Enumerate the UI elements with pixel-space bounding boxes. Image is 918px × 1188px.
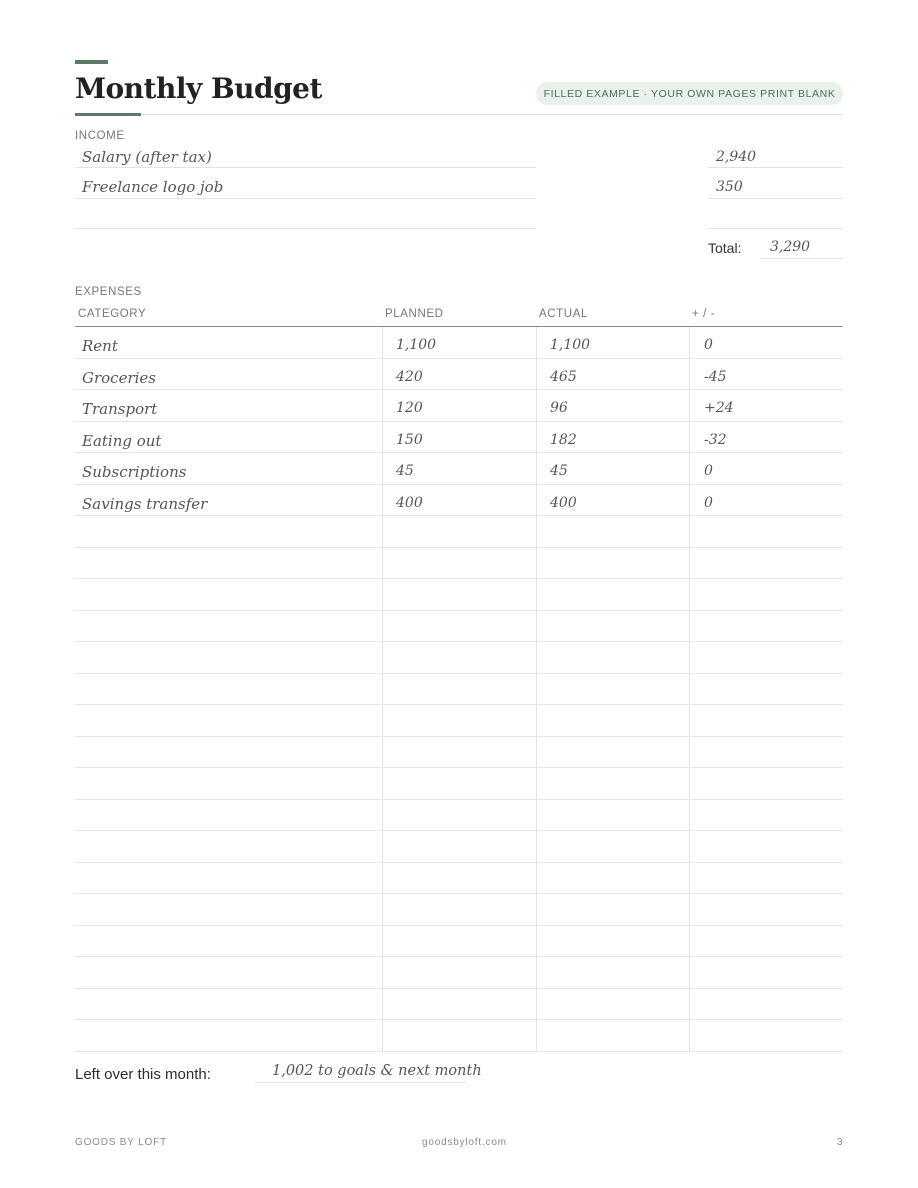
table-row	[75, 768, 843, 800]
income-amount-line	[708, 228, 843, 229]
table-row	[75, 926, 843, 958]
expenses-table	[75, 305, 843, 1052]
footer-brand: GOODS BY LOFT	[75, 1137, 167, 1148]
income-amount-line	[708, 198, 843, 199]
expense-actual: 1,100	[550, 337, 591, 353]
expense-planned: 420	[396, 368, 423, 385]
table-row	[75, 579, 843, 611]
income-total-value: 3,290	[770, 239, 811, 255]
income-total-line	[760, 258, 843, 259]
table-row	[75, 453, 843, 485]
expense-planned: 150	[396, 431, 423, 448]
page-title: Monthly Budget	[75, 72, 322, 105]
expense-difference: -32	[704, 431, 727, 448]
example-badge: FILLED EXAMPLE · YOUR OWN PAGES PRINT BLANK	[536, 82, 843, 105]
leftover-label: Left over this month:	[75, 1066, 211, 1083]
header-divider	[141, 114, 843, 115]
column-header-planned: PLANNED	[385, 308, 444, 320]
income-section-label: INCOME	[75, 130, 125, 142]
table-row	[75, 327, 843, 359]
table-row	[75, 516, 843, 548]
income-source-line	[75, 198, 536, 199]
expenses-section-label: EXPENSES	[75, 286, 142, 298]
expense-difference: 0	[704, 337, 713, 353]
income-amount: 2,940	[716, 149, 757, 165]
income-source: Salary (after tax)	[82, 148, 212, 166]
expense-planned: 400	[396, 494, 423, 511]
column-header-actual: ACTUAL	[539, 308, 588, 320]
table-row	[75, 611, 843, 643]
expenses-table-header	[75, 305, 843, 327]
table-row	[75, 800, 843, 832]
expense-actual: 45	[550, 463, 568, 479]
table-row	[75, 957, 843, 989]
table-row	[75, 390, 843, 422]
table-row	[75, 863, 843, 895]
expense-difference: +24	[704, 400, 734, 416]
table-row	[75, 705, 843, 737]
expense-difference: -45	[704, 368, 727, 385]
income-amount-line	[708, 167, 843, 168]
income-total-label: Total:	[708, 240, 742, 256]
column-header-category: CATEGORY	[78, 308, 147, 320]
income-source-line	[75, 167, 536, 168]
expense-planned: 1,100	[396, 337, 437, 353]
expense-category: Groceries	[82, 368, 157, 387]
income-source: Freelance logo job	[82, 178, 224, 196]
expense-category: Subscriptions	[82, 463, 187, 481]
title-underline	[75, 113, 141, 116]
table-row	[75, 548, 843, 580]
expense-category: Eating out	[82, 431, 162, 450]
expense-actual: 400	[550, 494, 577, 511]
expense-category: Savings transfer	[82, 494, 208, 513]
title-accent-bar	[75, 60, 108, 64]
table-row	[75, 737, 843, 769]
expense-category: Transport	[82, 400, 158, 418]
leftover-line	[255, 1082, 466, 1083]
table-row	[75, 674, 843, 706]
expense-actual: 96	[550, 400, 568, 416]
expense-planned: 120	[396, 400, 423, 416]
footer-url: goodsbyloft.com	[422, 1137, 507, 1148]
expense-category: Rent	[82, 337, 118, 355]
income-source-line	[75, 228, 536, 229]
table-row	[75, 989, 843, 1021]
table-row	[75, 359, 843, 391]
column-header-difference: + / -	[692, 308, 716, 320]
page-number: 3	[837, 1137, 844, 1148]
expenses-rows	[75, 327, 843, 1052]
table-row	[75, 485, 843, 517]
table-row	[75, 642, 843, 674]
leftover-value: 1,002 to goals & next month	[272, 1063, 482, 1079]
table-row	[75, 422, 843, 454]
income-amount: 350	[716, 179, 743, 195]
expense-difference: 0	[704, 463, 713, 479]
expense-actual: 182	[550, 431, 577, 448]
table-row	[75, 831, 843, 863]
table-row	[75, 894, 843, 926]
expense-planned: 45	[396, 463, 414, 479]
expense-actual: 465	[550, 368, 577, 385]
table-row	[75, 1020, 843, 1052]
expense-difference: 0	[704, 494, 713, 511]
